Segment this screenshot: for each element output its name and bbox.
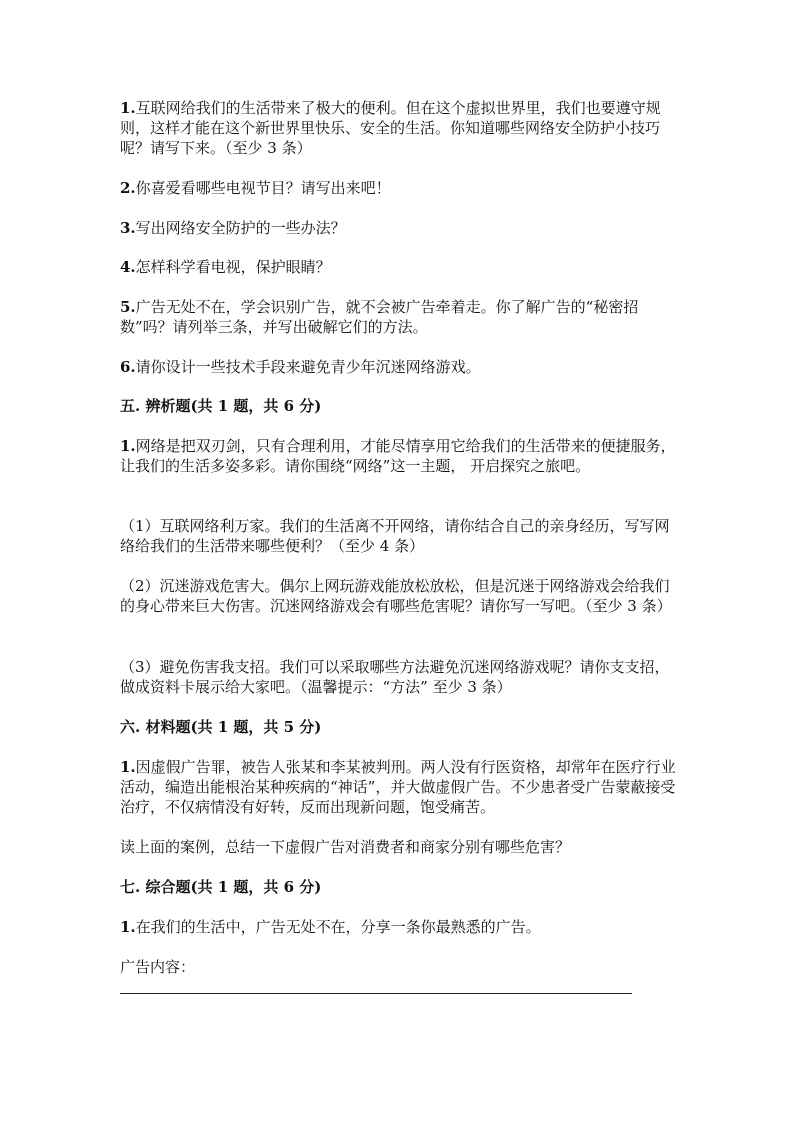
question-number: 4. bbox=[120, 258, 136, 276]
question-number: 1. bbox=[120, 918, 136, 936]
sub-question-text: （2）沉迷游戏危害大。偶尔上网玩游戏能放松放松，但是沉迷于网络游戏会给我们的身心带来巨大伤害。沉迷网络游戏会有哪些危害呢？请你写一写吧。（至少 3 条） bbox=[120, 577, 672, 615]
prompt-text: 读上面的案例，总结一下虚假广告对消费者和商家分别有哪些危害？ bbox=[120, 838, 571, 856]
question-text: 因虚假广告罪，被告人张某和李某被判刑。两人没有行医资格，却常年在医疗行业活动，编造出能根治某种疾病的“神话”，并大做虚假广告。不少患者受广告蒙蔽接受治疗，不仅病情没有好转，反而出现新问题，饱受痛苦。 bbox=[120, 758, 676, 816]
question-number: 2. bbox=[120, 179, 136, 197]
ad-content-label bbox=[120, 957, 680, 977]
section-title-material: 六. 材料题(共 1 题，共 5 分) bbox=[120, 718, 322, 736]
question-text: 请你设计一些技术手段来避免青少年沉迷网络游戏。 bbox=[135, 358, 481, 376]
question-4 bbox=[120, 257, 680, 277]
question-text: 互联网给我们的生活带来了极大的便利。但在这个虚拟世界里，我们也要遵守规则，这样才能在这个新世界里快乐、安全的生活。你知道哪些网络安全防护小技巧呢？请写下来。（至少 3 条） bbox=[120, 99, 661, 157]
section-title-analysis: 五. 辨析题(共 1 题，共 6 分) bbox=[120, 397, 322, 415]
answer-line[interactable] bbox=[120, 993, 632, 994]
question-text: 网络是把双刃剑，只有合理利用，才能尽情享用它给我们的生活带来的便捷服务，让我们的生活多姿多彩。请你围绕“网络”这一主题， 开启探究之旅吧。 bbox=[120, 437, 676, 475]
sub-question-text: （3）避免伤害我支招。我们可以采取哪些方法避免沉迷网络游戏呢？请你支支招，做成资料卡展示给大家吧。（温馨提示：“方法” 至少 3 条） bbox=[120, 658, 670, 696]
analysis-question-1 bbox=[120, 436, 680, 476]
question-number: 3. bbox=[120, 219, 136, 237]
question-number: 5. bbox=[120, 298, 136, 316]
question-number: 1. bbox=[120, 437, 136, 455]
question-5 bbox=[120, 297, 680, 337]
material-question-1 bbox=[120, 757, 680, 817]
question-text: 你喜爱看哪些电视节目？请写出来吧！ bbox=[135, 179, 391, 197]
sub-question-text: （1）互联网络利万家。我们的生活离不开网络，请你结合自己的亲身经历，写写网络给我们的生活带来哪些便利？（至少 4 条） bbox=[120, 517, 670, 555]
question-2 bbox=[120, 178, 680, 198]
question-number: 6. bbox=[120, 358, 136, 376]
sub-question-1 bbox=[120, 516, 680, 556]
question-text: 写出网络安全防护的一些办法？ bbox=[135, 219, 346, 237]
material-prompt bbox=[120, 837, 680, 857]
question-text: 在我们的生活中，广告无处不在，分享一条你最熟悉的广告。 bbox=[135, 918, 541, 936]
sub-question-2 bbox=[120, 576, 680, 616]
question-number: 1. bbox=[120, 758, 136, 776]
question-1 bbox=[120, 98, 680, 158]
sub-question-3 bbox=[120, 657, 680, 697]
question-text: 怎样科学看电视，保护眼睛？ bbox=[135, 258, 331, 276]
section-title-comprehensive: 七. 综合题(共 1 题，共 6 分) bbox=[120, 878, 322, 896]
question-6 bbox=[120, 357, 680, 377]
comprehensive-question-1 bbox=[120, 917, 680, 937]
question-3 bbox=[120, 218, 680, 238]
question-text: 广告无处不在，学会识别广告，就不会被广告牵着走。你了解广告的“秘密招数”吗？请列举三条，并写出破解它们的方法。 bbox=[120, 298, 639, 336]
ad-content-label-text: 广告内容： bbox=[120, 958, 196, 976]
question-number: 1. bbox=[120, 99, 136, 117]
